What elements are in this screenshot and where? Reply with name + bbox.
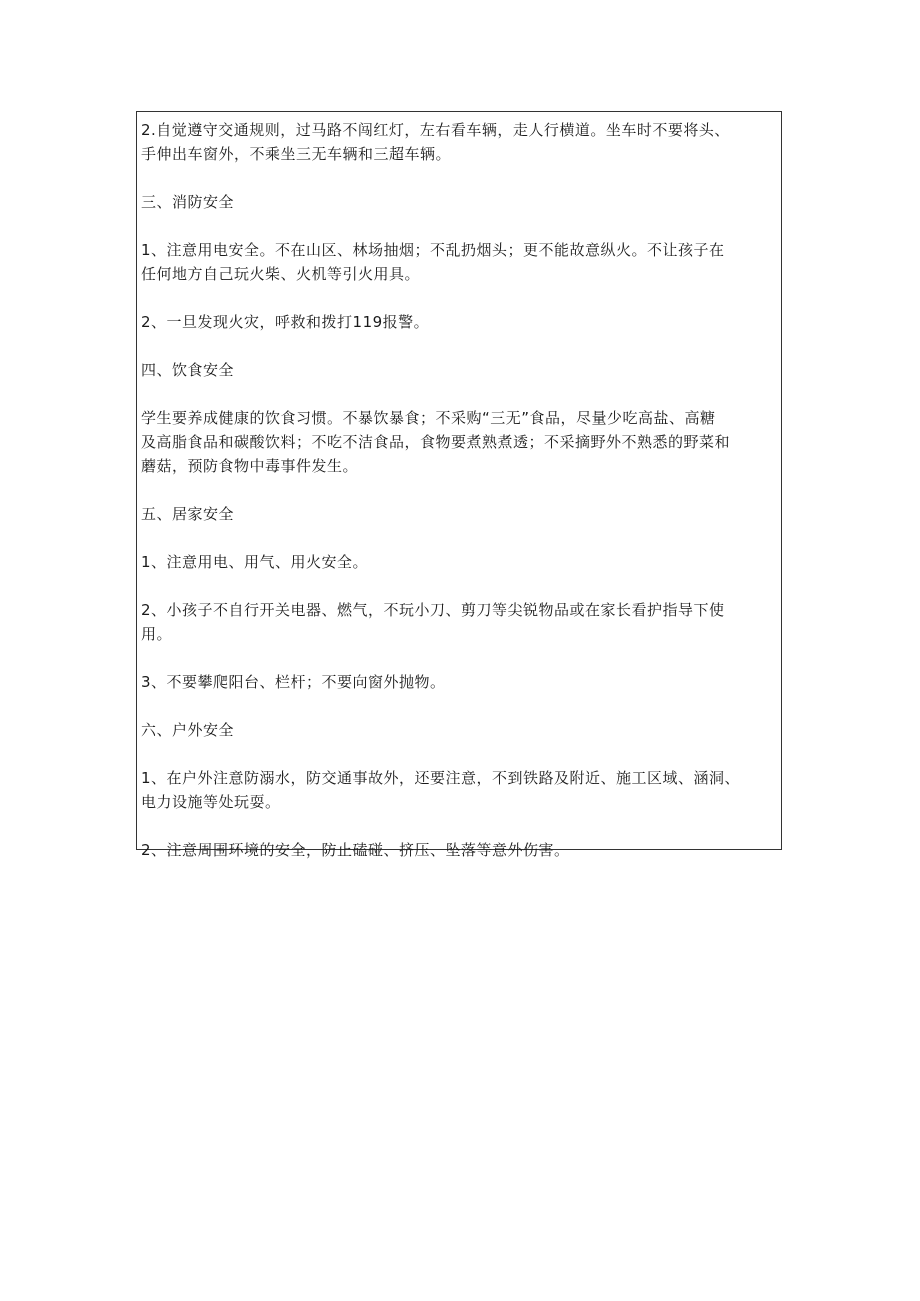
paragraph-food-body [141, 406, 777, 478]
heading-text: 六、户外安全 [141, 721, 235, 739]
text-line: 1、注意用电安全。不在山区、林场抽烟；不乱扔烟头；更不能故意纵火。不让孩子在 [141, 241, 725, 259]
section-heading-home-safety [141, 502, 777, 526]
paragraph-outdoor-item-2 [141, 838, 777, 862]
text-line: 1、注意用电、用气、用火安全。 [141, 553, 369, 571]
paragraph-outdoor-item-1 [141, 766, 777, 814]
heading-text: 四、饮食安全 [141, 361, 235, 379]
section-heading-outdoor-safety [141, 718, 777, 742]
paragraph-home-item-2 [141, 598, 777, 646]
paragraph-traffic-item-2 [141, 118, 777, 166]
section-heading-food-safety [141, 358, 777, 382]
heading-text: 三、消防安全 [141, 193, 235, 211]
content-box [136, 111, 782, 859]
text-line: 电力设施等处玩耍。 [141, 793, 281, 811]
text-line: 1、在户外注意防溺水，防交通事故外，还要注意，不到铁路及附近、施工区域、涵洞、 [141, 769, 741, 787]
paragraph-fire-item-2 [141, 310, 777, 334]
text-line: 蘑菇，预防食物中毒事件发生。 [141, 457, 359, 475]
text-line: 用。 [141, 625, 173, 643]
heading-text: 五、居家安全 [141, 505, 235, 523]
text-line: 学生要养成健康的饮食习惯。不暴饮暴食；不采购“三无”食品，尽量少吃高盐、高糖 [141, 409, 716, 427]
text-line: 2、注意周围环境的安全，防止磕碰、挤压、坠落等意外伤害。 [141, 841, 570, 859]
paragraph-home-item-3 [141, 670, 777, 694]
section-heading-fire-safety [141, 190, 777, 214]
text-line: 3、不要攀爬阳台、栏杆；不要向窗外抛物。 [141, 673, 446, 691]
paragraph-home-item-1 [141, 550, 777, 574]
text-line: 2.自觉遵守交通规则，过马路不闯红灯，左右看车辆，走人行横道。坐车时不要将头、 [141, 121, 730, 139]
text-line: 2、小孩子不自行开关电器、燃气，不玩小刀、剪刀等尖锐物品或在家长看护指导下使 [141, 601, 725, 619]
text-line: 2、一旦发现火灾，呼救和拨打119报警。 [141, 313, 430, 331]
text-line: 及高脂食品和碳酸饮料；不吃不洁食品，食物要煮熟煮透；不采摘野外不熟悉的野菜和 [141, 433, 731, 451]
text-line: 任何地方自己玩火柴、火机等引火用具。 [141, 265, 421, 283]
text-line: 手伸出车窗外，不乘坐三无车辆和三超车辆。 [141, 145, 452, 163]
paragraph-fire-item-1 [141, 238, 777, 286]
